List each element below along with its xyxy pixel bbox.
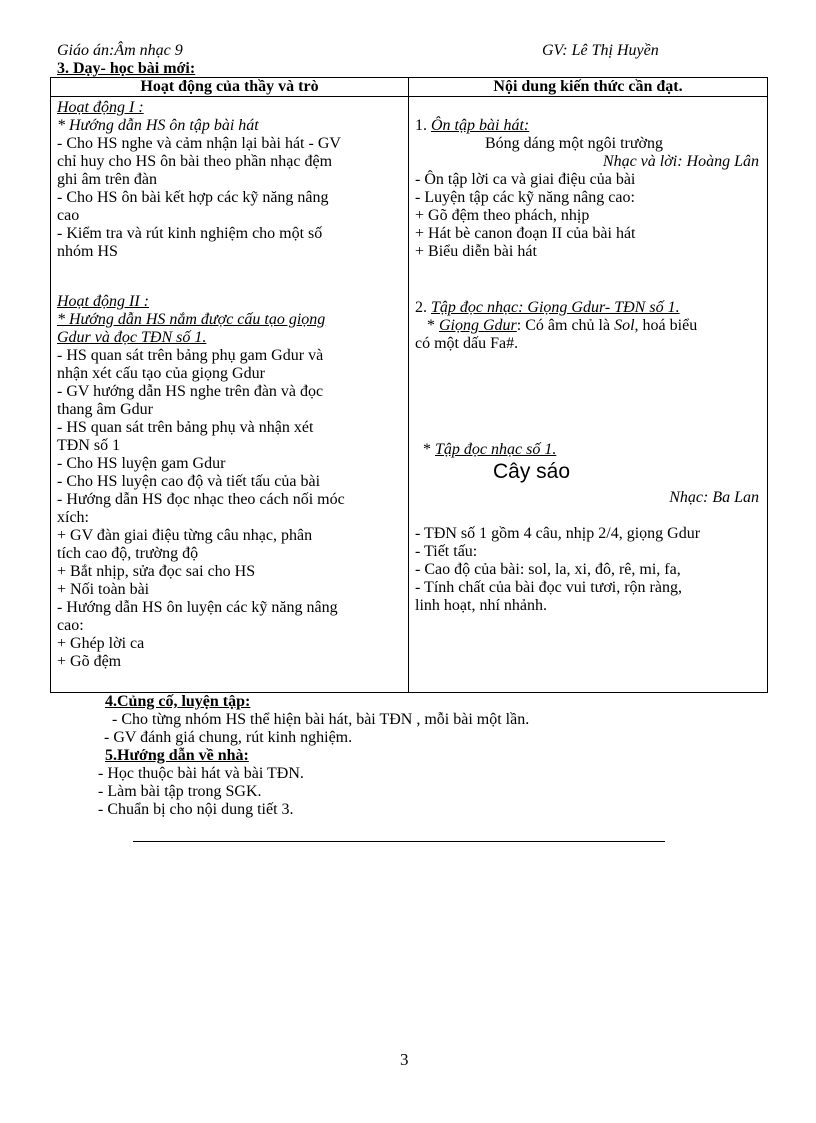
- text-line: linh hoạt, nhí nhảnh.: [415, 597, 547, 614]
- right-section-1-heading: [415, 117, 529, 135]
- left-cell: [51, 97, 409, 693]
- text-line: - Cho từng nhóm HS thể hiện bài hát, bài TĐN , mỗi bài một lần.: [100, 711, 530, 728]
- note-sol: Sol: [614, 317, 635, 334]
- section-2-title: Tập đọc nhạc: Giọng Gdur- TĐN số 1.: [431, 299, 680, 316]
- text-line: + Biểu diễn bài hát: [415, 243, 537, 260]
- key-name: Giọng Gdur: [439, 317, 517, 334]
- text-line: : Có âm chủ là: [516, 317, 615, 334]
- song-author: Nhạc và lời: Hoàng Lân: [602, 153, 759, 170]
- act2-title: Hoạt động II :: [57, 293, 149, 310]
- text-line: - GV hướng dẫn HS nghe trên đàn và đọc: [57, 383, 324, 400]
- text-line: cao: [57, 207, 80, 224]
- section-number: 2.: [415, 299, 431, 316]
- text-line: - Cho HS ôn bài kết hợp các kỹ năng nâng: [57, 189, 329, 206]
- header-left: Giáo án:Âm nhạc 9: [57, 42, 183, 59]
- col-header-left: Hoạt động của thầy và trò: [51, 78, 409, 97]
- tdn-song-author: Nhạc: Ba Lan: [669, 489, 759, 506]
- song-title: Bóng dáng một ngôi trường: [485, 135, 664, 152]
- text-line: - GV đánh giá chung, rút kinh nghiệm.: [100, 729, 353, 746]
- right-cell: [409, 97, 768, 693]
- act1-subtitle: * Hướng dẫn HS ôn tập bài hát: [57, 117, 259, 134]
- text-line: + Nối toàn bài: [57, 581, 150, 598]
- text-line: + Bắt nhịp, sửa đọc sai cho HS: [57, 563, 256, 580]
- text-line: có một dấu Fa#.: [415, 335, 519, 352]
- text-line: nhóm HS: [57, 243, 118, 260]
- right-section-2-heading: [415, 299, 680, 317]
- text-line: - HS quan sát trên bảng phụ và nhận xét: [57, 419, 314, 436]
- text-line: - HS quan sát trên bảng phụ gam Gdur và: [57, 347, 324, 364]
- text-line: - Học thuộc bài hát và bài TĐN.: [94, 765, 304, 782]
- section-3-title: 3. Dạy- học bài mới:: [57, 60, 196, 77]
- act2-subtitle: * Hướng dẫn HS nắm được cấu tạo giọng: [57, 311, 326, 328]
- text-line: cao:: [57, 617, 84, 634]
- section-5-title: 5.Hướng dẫn về nhà:: [105, 747, 249, 764]
- text-line: - Cao độ của bài: sol, la, xi, đô, rê, mi, fa,: [415, 561, 681, 578]
- text-line: - TĐN số 1 gồm 4 câu, nhịp 2/4, giọng Gdur: [415, 525, 701, 542]
- text-line: thang âm Gdur: [57, 401, 153, 418]
- text-line: xích:: [57, 509, 89, 526]
- section-1-title: Ôn tập bài hát:: [431, 117, 530, 134]
- text-line: + Ghép lời ca: [57, 635, 145, 652]
- key-description: [415, 317, 697, 335]
- text-line: + Gõ đệm theo phách, nhịp: [415, 207, 590, 224]
- tdn-heading: [415, 441, 556, 459]
- act1-title: Hoạt động I :: [57, 99, 144, 116]
- text-line: ghi âm trên đàn: [57, 171, 157, 188]
- page-number: 3: [400, 1050, 409, 1069]
- text-line: nhận xét cấu tạo của giọng Gdur: [57, 365, 265, 382]
- text-line: - Tính chất của bài đọc vui tươi, rộn ràng,: [415, 579, 682, 596]
- text-line: + GV đàn giai điệu từng câu nhạc, phân: [57, 527, 313, 544]
- text-line: , hoá biểu: [634, 317, 698, 334]
- header-right: GV: Lê Thị Huyền: [542, 42, 659, 59]
- text-line: - Làm bài tập trong SGK.: [94, 783, 262, 800]
- tdn-title: Tập đọc nhạc số 1.: [435, 441, 557, 458]
- text-line: - Luyện tập các kỹ năng nâng cao:: [415, 189, 635, 206]
- separator-line: [133, 841, 665, 842]
- tdn-song-title: Cây sáo: [493, 460, 571, 483]
- text-line: - Ôn tập lời ca và giai điệu của bài: [415, 171, 636, 188]
- text-line: - Tiết tấu:: [415, 543, 478, 560]
- act2-subtitle: Gdur và đọc TĐN số 1.: [57, 329, 207, 346]
- text-line: + Gõ đệm: [57, 653, 122, 670]
- text-line: - Kiểm tra và rút kinh nghiệm cho một số: [57, 225, 323, 242]
- lesson-table: [50, 77, 768, 693]
- text-line: - Cho HS luyện gam Gdur: [57, 455, 226, 472]
- text-line: - Cho HS nghe và cảm nhận lại bài hát - GV: [57, 135, 341, 152]
- section-number: 1.: [415, 117, 431, 134]
- text-line: chỉ huy cho HS ôn bài theo phần nhạc đệm: [57, 153, 333, 170]
- col-header-right: Nội dung kiến thức cần đạt.: [409, 78, 768, 97]
- bullet: *: [415, 441, 435, 458]
- text-line: - Hướng dẫn HS đọc nhạc theo cách nối móc: [57, 491, 345, 508]
- bullet: *: [415, 317, 439, 334]
- text-line: tích cao độ, trường độ: [57, 545, 199, 562]
- text-line: + Hát bè canon đoạn II của bài hát: [415, 225, 636, 242]
- text-line: - Cho HS luyện cao độ và tiết tấu của bài: [57, 473, 321, 490]
- text-line: - Chuẩn bị cho nội dung tiết 3.: [94, 801, 294, 818]
- section-4-title: 4.Củng cố, luyện tập:: [105, 693, 251, 710]
- text-line: TĐN số 1: [57, 437, 121, 454]
- text-line: - Hướng dẫn HS ôn luyện các kỹ năng nâng: [57, 599, 338, 616]
